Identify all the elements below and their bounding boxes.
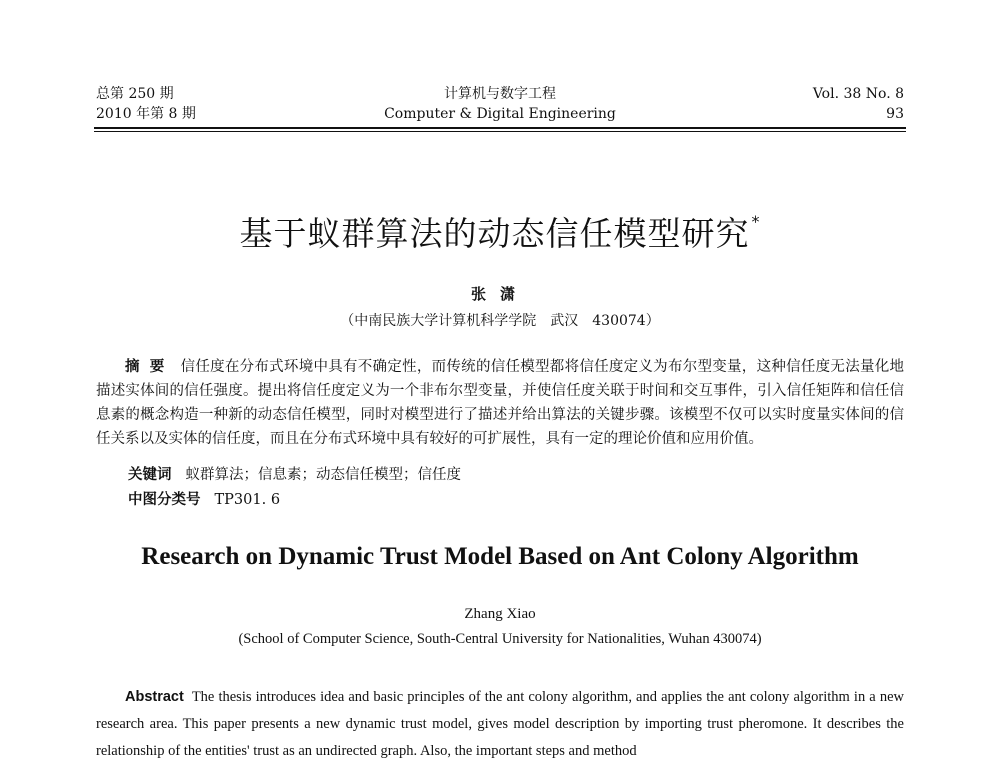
- cn-classification-label: 中图分类号: [128, 491, 201, 508]
- page-number: 93: [886, 106, 904, 122]
- journal-name-cn: 计算机与数字工程: [444, 86, 556, 102]
- cn-title-text: 基于蚁群算法的动态信任模型研究: [239, 214, 750, 253]
- cn-title: [0, 200, 1000, 256]
- cn-classification: [128, 488, 280, 512]
- cn-keywords-text: 蚁群算法；信息素；动态信任模型；信任度: [185, 467, 461, 483]
- cn-classification-text: TP301. 6: [214, 492, 281, 508]
- cn-keywords-label: 关键词: [128, 466, 172, 483]
- cn-title-footnote-mark: *: [751, 212, 761, 231]
- cn-abstract-label: 摘要: [125, 358, 175, 375]
- en-affiliation: (School of Computer Science, South-Central University for Nationalities, Wuhan 430074): [238, 631, 762, 647]
- header-center: [300, 84, 700, 124]
- journal-name-en: Computer & Digital Engineering: [384, 106, 616, 122]
- cn-author: 张潇: [470, 285, 529, 303]
- header-left: [96, 84, 196, 124]
- header-right: [813, 84, 904, 124]
- cn-affiliation: （中南民族大学计算机科学学院 武汉 430074）: [340, 313, 660, 329]
- header-rule-thick: [94, 127, 906, 129]
- en-abstract-text: The thesis introduces idea and basic principles of the ant colony algorithm, and applies the ant colony algorithm in a new research area. This paper presents a new dynamic trust model, gives model description by importing trust pheromone. It describes the relationship of the entities' trust as an undirected graph. Also, the important steps and method: [96, 689, 904, 759]
- issue-year: 2010 年第 8 期: [96, 106, 196, 122]
- en-abstract-label: Abstract: [125, 689, 184, 705]
- en-title: Research on Dynamic Trust Model Based on Ant Colony Algorithm: [141, 543, 859, 570]
- en-author: Zhang Xiao: [464, 606, 536, 622]
- header-rule-thin: [94, 131, 906, 132]
- cn-abstract-text: 信任度在分布式环境中具有不确定性，而传统的信任模型都将信任度定义为布尔型变量，这种信任度无法量化地描述实体间的信任强度。提出将信任度定义为一个非布尔型变量，并使信任度关联于时间和交互事件，引入信任矩阵和信任信息素的概念构造一种新的动态信任模型，同时对模型进行了描述并给出算法的关键步骤。该模型不仅可以实时度量实体间的信任关系以及实体的信任度，而且在分布式环境中具有较好的可扩展性，具有一定的理论价值和应用价值。: [96, 359, 905, 447]
- cn-abstract: [96, 355, 904, 451]
- volume-number: Vol. 38 No. 8: [812, 86, 904, 102]
- issue-total: 总第 250 期: [96, 86, 174, 102]
- en-abstract: [96, 684, 904, 765]
- cn-keywords: [128, 463, 461, 487]
